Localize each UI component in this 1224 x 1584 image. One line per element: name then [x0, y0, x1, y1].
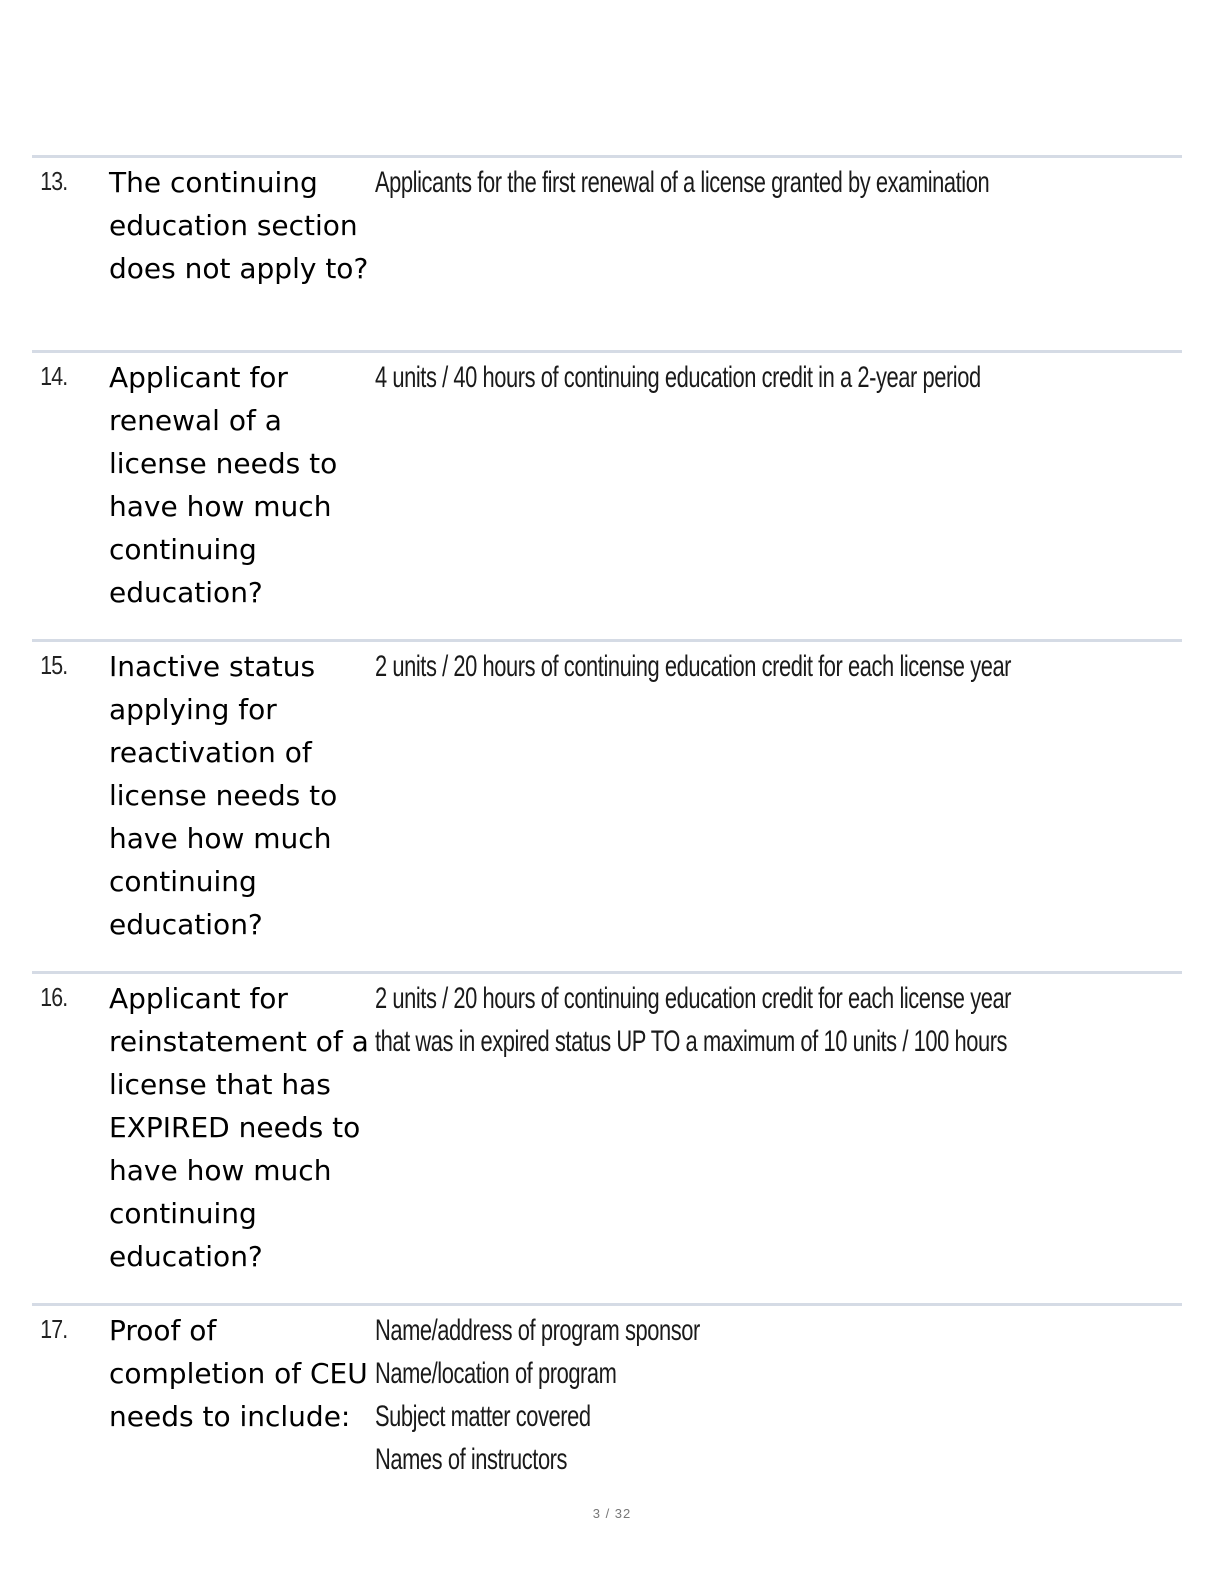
- flashcard-14: [32, 350, 1182, 639]
- card-question: [109, 1309, 375, 1493]
- card-question: [109, 645, 375, 971]
- flashcard-13: [32, 155, 1182, 350]
- flashcard-15: [32, 639, 1182, 971]
- answer-line: 4 units / 40 hours of continuing education credit in a 2-year period: [375, 361, 981, 394]
- card-answer: [375, 356, 1182, 639]
- answer-line: Names of instructors: [375, 1443, 568, 1476]
- card-question: [109, 161, 375, 350]
- card-question: [109, 977, 375, 1303]
- flashcard-list: [32, 155, 1182, 1493]
- answer-line: 2 units / 20 hours of continuing education credit for each license year: [375, 650, 1012, 683]
- question-text: Applicant for reinstatement of a license that has EXPIRED needs to have how much continuing education?: [109, 982, 369, 1273]
- flashcard-17: [32, 1303, 1182, 1493]
- flashcard-16: [32, 971, 1182, 1303]
- card-number: 16.: [40, 982, 68, 1012]
- card-number: 15.: [40, 650, 68, 680]
- card-number: 13.: [40, 166, 68, 196]
- page-indicator: 3 / 32: [592, 1506, 632, 1521]
- card-answer: [375, 645, 1182, 971]
- card-answer: [375, 161, 1182, 350]
- answer-line: Subject matter covered: [375, 1400, 591, 1433]
- card-number: 14.: [40, 361, 68, 391]
- card-question: [109, 356, 375, 639]
- question-text: Inactive status applying for reactivation of license needs to have how much continuing education?: [109, 650, 338, 941]
- answer-line: Name/location of program: [375, 1357, 617, 1390]
- card-answer: [375, 1309, 1182, 1493]
- card-answer: [375, 977, 1182, 1303]
- question-text: Applicant for renewal of a license needs to have how much continuing education?: [109, 361, 338, 609]
- question-text: The continuing education section does not apply to?: [109, 166, 369, 285]
- answer-line: Applicants for the first renewal of a license granted by examination: [375, 166, 990, 199]
- question-text: Proof of completion of CEU needs to include:: [109, 1314, 368, 1433]
- answer-line: 2 units / 20 hours of continuing education credit for each license year that was in expired status UP TO a maximum of 10 units / 100 hours: [375, 982, 1012, 1058]
- card-number: 17.: [40, 1314, 68, 1344]
- answer-line: Name/address of program sponsor: [375, 1314, 700, 1347]
